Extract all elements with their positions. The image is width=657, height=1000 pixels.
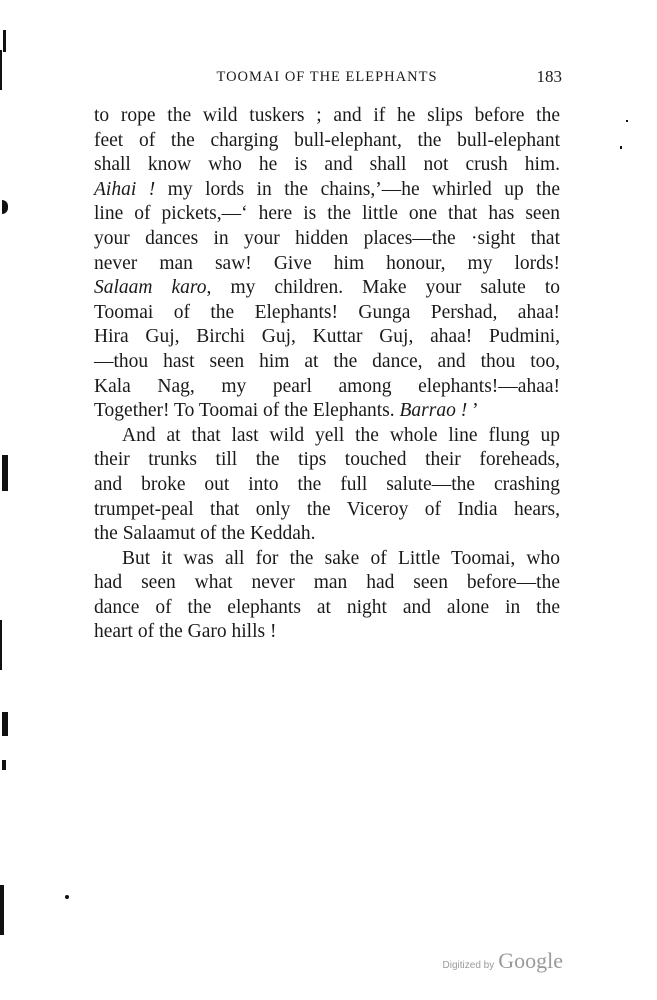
scan-mark (3, 30, 6, 52)
text-line: —thou hast seen him at the dance, and thou too, (94, 350, 560, 372)
scan-mark (626, 120, 628, 122)
text-line: feet of the charging bull-elephant, the bull-elephant (94, 129, 560, 151)
text-line: dance of the elephants at night and alone in the (94, 596, 560, 618)
text-line: to rope the wild tuskers ; and if he slips before the (94, 105, 560, 126)
page-number: 183 (536, 67, 562, 86)
text-line: Hira Guj, Birchi Guj, Kuttar Guj, ahaa! Pudmini, (94, 326, 560, 348)
text-line: never man saw! Give him honour, my lords! (94, 252, 560, 274)
text-line: Kala Nag, my pearl among elephants!—ahaa! (94, 375, 560, 397)
scan-mark (2, 455, 8, 491)
text-line: Toomai of the Elephants! Gunga Pershad, ahaa! (94, 301, 560, 323)
text-line: Aihai ! my lords in the chains,’—he whirled up the (94, 178, 560, 200)
running-title: TOOMAI OF THE ELEPHANTS (216, 69, 438, 85)
scan-mark (620, 146, 622, 149)
text-line: your dances in your hidden places—the ·sight that (94, 227, 560, 249)
digitized-label: Digitized by (442, 960, 495, 971)
scan-mark (0, 50, 2, 90)
body-text (94, 104, 560, 645)
google-logo: Google (498, 948, 563, 973)
scan-mark (65, 895, 69, 899)
text-line: Salaam karo, my children. Make your salute to (94, 277, 560, 299)
text-line: But it was all for the sake of Little Toomai, who (122, 547, 560, 569)
scan-mark (2, 200, 8, 214)
scan-mark (2, 712, 8, 736)
text-line: and broke out into the full salute—the crashing (94, 473, 560, 495)
text-line: Together! To Toomai of the Elephants. Barrao ! ’ (94, 400, 479, 422)
scan-mark (2, 760, 6, 770)
text-line: shall know who he is and shall not crush him. (94, 154, 560, 176)
text-line: the Salaamut of the Keddah. (94, 523, 316, 545)
scan-mark (0, 620, 2, 670)
text-line: trumpet-peal that only the Viceroy of India hears, (94, 498, 560, 520)
text-line: had seen what never man had seen before—the (94, 572, 560, 594)
running-head (94, 67, 560, 91)
digitized-by-google (443, 948, 563, 978)
text-line: heart of the Garo hills ! (94, 621, 277, 643)
text-line: And at that last wild yell the whole line flung up (122, 424, 560, 446)
text-line: their trunks till the tips touched their foreheads, (94, 449, 560, 471)
scan-mark (0, 885, 4, 935)
text-line: line of pickets,—‘ here is the little one that has seen (94, 203, 560, 225)
